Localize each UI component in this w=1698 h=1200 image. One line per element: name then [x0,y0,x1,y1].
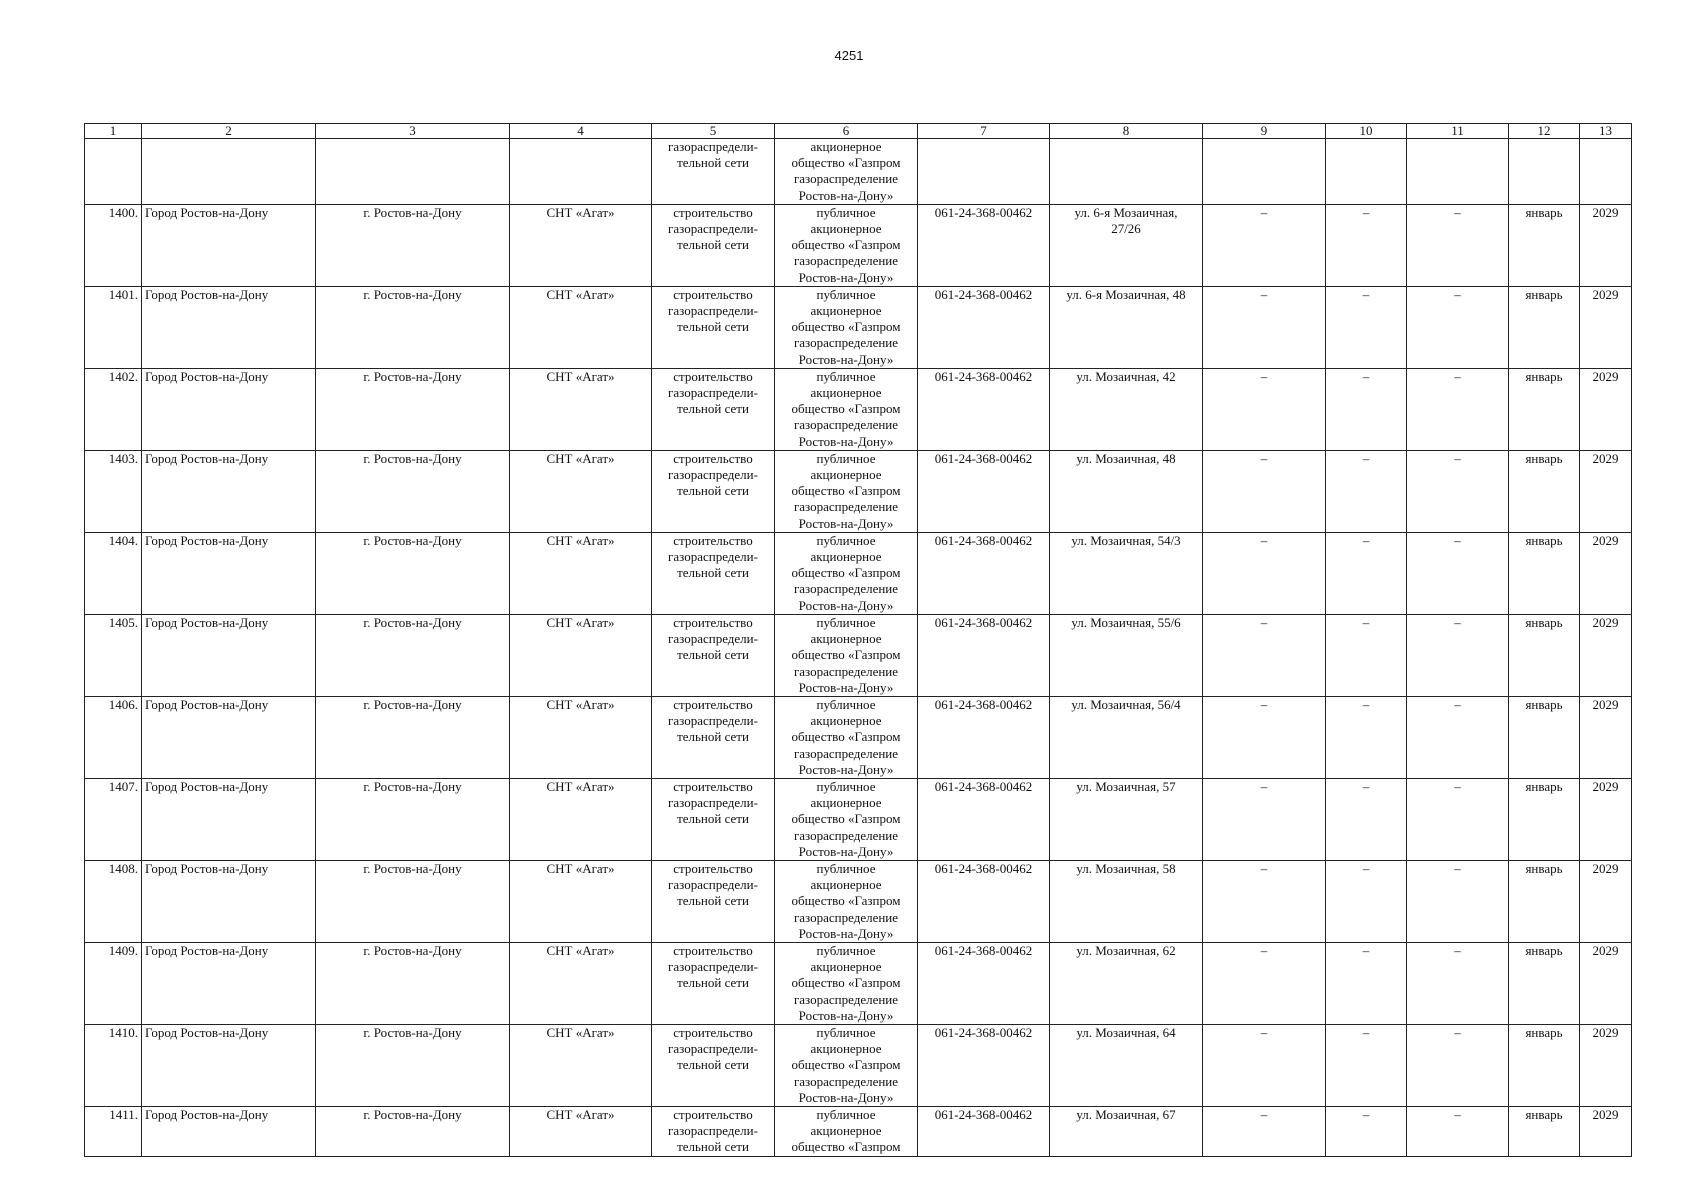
column-header: 9 [1203,124,1326,139]
municipality-cell: Город Ростов-на-Дону [142,942,316,1024]
month-cell: январь [1509,286,1580,368]
column-header: 6 [775,124,918,139]
address-cell: ул. Мозаичная, 57 [1050,778,1203,860]
cell [1580,139,1632,205]
month-cell: январь [1509,368,1580,450]
settlement-cell: СНТ «Агат» [510,614,652,696]
dash-cell: – [1203,860,1326,942]
code-cell: 061-24-368-00462 [918,696,1050,778]
work-type-cell: строительство газораспредели- тельной сети [652,942,775,1024]
work-type-cell: строительство газораспредели- тельной сети [652,532,775,614]
locality-cell: г. Ростов-на-Дону [316,942,510,1024]
month-cell: январь [1509,204,1580,286]
code-cell: 061-24-368-00462 [918,204,1050,286]
address-cell: ул. Мозаичная, 67 [1050,1106,1203,1156]
settlement-cell: СНТ «Агат» [510,778,652,860]
month-cell: январь [1509,614,1580,696]
dash-cell: – [1203,614,1326,696]
dash-cell: – [1326,286,1407,368]
address-cell: ул. Мозаичная, 58 [1050,860,1203,942]
settlement-cell: СНТ «Агат» [510,286,652,368]
dash-cell: – [1203,532,1326,614]
organization-cell: публичное акционерное общество «Газпром газораспределение Ростов-на-Дону» [775,778,918,860]
cell [316,139,510,205]
organization-cell: публичное акционерное общество «Газпром газораспределение Ростов-на-Дону» [775,942,918,1024]
organization-cell: публичное акционерное общество «Газпром газораспределение Ростов-на-Дону» [775,860,918,942]
year-cell: 2029 [1580,860,1632,942]
dash-cell: – [1407,286,1509,368]
municipality-cell: Город Ростов-на-Дону [142,532,316,614]
register-table [84,123,1632,1157]
settlement-cell: СНТ «Агат» [510,942,652,1024]
work-type-cell: строительство газораспредели- тельной сети [652,860,775,942]
address-cell: ул. Мозаичная, 54/3 [1050,532,1203,614]
column-number-row [85,124,1632,139]
work-type-cell: строительство газораспредели- тельной сети [652,778,775,860]
dash-cell: – [1326,614,1407,696]
dash-cell: – [1407,614,1509,696]
address-cell: ул. Мозаичная, 56/4 [1050,696,1203,778]
code-cell: 061-24-368-00462 [918,1024,1050,1106]
municipality-cell: Город Ростов-на-Дону [142,1106,316,1156]
code-cell: 061-24-368-00462 [918,860,1050,942]
year-cell: 2029 [1580,614,1632,696]
code-cell: 061-24-368-00462 [918,778,1050,860]
year-cell: 2029 [1580,778,1632,860]
work-type-cell: строительство газораспредели- тельной сети [652,368,775,450]
column-header: 8 [1050,124,1203,139]
work-type-cell: строительство газораспредели- тельной сети [652,614,775,696]
table-row [85,1106,1632,1156]
municipality-cell: Город Ростов-на-Дону [142,696,316,778]
month-cell: январь [1509,1106,1580,1156]
locality-cell: г. Ростов-на-Дону [316,860,510,942]
cell [142,139,316,205]
address-cell: ул. Мозаичная, 48 [1050,450,1203,532]
dash-cell: – [1326,942,1407,1024]
table-row [85,942,1632,1024]
locality-cell: г. Ростов-на-Дону [316,532,510,614]
column-header: 7 [918,124,1050,139]
table-row [85,532,1632,614]
dash-cell: – [1326,778,1407,860]
column-header: 11 [1407,124,1509,139]
year-cell: 2029 [1580,532,1632,614]
column-header: 10 [1326,124,1407,139]
code-cell: 061-24-368-00462 [918,942,1050,1024]
dash-cell: – [1203,778,1326,860]
cell [85,139,142,205]
municipality-cell: Город Ростов-на-Дону [142,1024,316,1106]
code-cell: 061-24-368-00462 [918,1106,1050,1156]
month-cell: январь [1509,860,1580,942]
row-number-cell: 1407. [85,778,142,860]
organization-cell: акционерное общество «Газпром газораспределение Ростов-на-Дону» [775,139,918,205]
table-row [85,368,1632,450]
dash-cell: – [1326,204,1407,286]
code-cell: 061-24-368-00462 [918,450,1050,532]
month-cell: январь [1509,696,1580,778]
address-cell: ул. Мозаичная, 55/6 [1050,614,1203,696]
locality-cell: г. Ростов-на-Дону [316,204,510,286]
dash-cell: – [1203,286,1326,368]
settlement-cell: СНТ «Агат» [510,1106,652,1156]
organization-cell: публичное акционерное общество «Газпром газораспределение Ростов-на-Дону» [775,368,918,450]
year-cell: 2029 [1580,1106,1632,1156]
dash-cell: – [1407,860,1509,942]
municipality-cell: Город Ростов-на-Дону [142,778,316,860]
dash-cell: – [1407,204,1509,286]
locality-cell: г. Ростов-на-Дону [316,1024,510,1106]
table-row [85,286,1632,368]
column-header: 4 [510,124,652,139]
table-row [85,614,1632,696]
dash-cell: – [1203,450,1326,532]
locality-cell: г. Ростов-на-Дону [316,450,510,532]
work-type-cell: строительство газораспредели- тельной сети [652,696,775,778]
dash-cell: – [1203,696,1326,778]
dash-cell: – [1326,696,1407,778]
page-number: 4251 [834,48,864,63]
dash-cell: – [1203,368,1326,450]
dash-cell: – [1203,1106,1326,1156]
continuation-row [85,139,1632,205]
dash-cell: – [1407,1106,1509,1156]
row-number-cell: 1404. [85,532,142,614]
row-number-cell: 1402. [85,368,142,450]
locality-cell: г. Ростов-на-Дону [316,286,510,368]
address-cell: ул. 6-я Мозаичная, 48 [1050,286,1203,368]
month-cell: январь [1509,778,1580,860]
month-cell: январь [1509,1024,1580,1106]
settlement-cell: СНТ «Агат» [510,696,652,778]
row-number-cell: 1409. [85,942,142,1024]
settlement-cell: СНТ «Агат» [510,204,652,286]
row-number-cell: 1401. [85,286,142,368]
address-cell: ул. Мозаичная, 62 [1050,942,1203,1024]
organization-cell: публичное акционерное общество «Газпром газораспределение Ростов-на-Дону» [775,286,918,368]
organization-cell: публичное акционерное общество «Газпром газораспределение Ростов-на-Дону» [775,1024,918,1106]
table-row [85,696,1632,778]
work-type-cell: строительство газораспредели- тельной сети [652,204,775,286]
table-row [85,204,1632,286]
year-cell: 2029 [1580,1024,1632,1106]
code-cell: 061-24-368-00462 [918,614,1050,696]
row-number-cell: 1403. [85,450,142,532]
dash-cell: – [1407,450,1509,532]
work-type-cell: газораспредели- тельной сети [652,139,775,205]
organization-cell: публичное акционерное общество «Газпром газораспределение Ростов-на-Дону» [775,450,918,532]
settlement-cell: СНТ «Агат» [510,532,652,614]
code-cell: 061-24-368-00462 [918,368,1050,450]
cell [1203,139,1326,205]
year-cell: 2029 [1580,696,1632,778]
settlement-cell: СНТ «Агат» [510,368,652,450]
locality-cell: г. Ростов-на-Дону [316,1106,510,1156]
dash-cell: – [1203,942,1326,1024]
year-cell: 2029 [1580,286,1632,368]
year-cell: 2029 [1580,450,1632,532]
year-cell: 2029 [1580,368,1632,450]
row-number-cell: 1411. [85,1106,142,1156]
month-cell: январь [1509,450,1580,532]
table-row [85,450,1632,532]
cell [1326,139,1407,205]
locality-cell: г. Ростов-на-Дону [316,614,510,696]
address-cell: ул. Мозаичная, 64 [1050,1024,1203,1106]
dash-cell: – [1407,942,1509,1024]
dash-cell: – [1203,1024,1326,1106]
dash-cell: – [1326,532,1407,614]
year-cell: 2029 [1580,942,1632,1024]
column-header: 12 [1509,124,1580,139]
organization-cell: публичное акционерное общество «Газпром газораспределение Ростов-на-Дону» [775,204,918,286]
month-cell: январь [1509,942,1580,1024]
organization-cell: публичное акционерное общество «Газпром газораспределение Ростов-на-Дону» [775,696,918,778]
table-row [85,778,1632,860]
row-number-cell: 1406. [85,696,142,778]
year-cell: 2029 [1580,204,1632,286]
row-number-cell: 1410. [85,1024,142,1106]
dash-cell: – [1326,1106,1407,1156]
column-header: 2 [142,124,316,139]
table-row [85,1024,1632,1106]
work-type-cell: строительство газораспредели- тельной сети [652,286,775,368]
work-type-cell: строительство газораспредели- тельной сети [652,1024,775,1106]
dash-cell: – [1203,204,1326,286]
month-cell: январь [1509,532,1580,614]
work-type-cell: строительство газораспредели- тельной сети [652,1106,775,1156]
table-row [85,860,1632,942]
settlement-cell: СНТ «Агат» [510,450,652,532]
column-header: 1 [85,124,142,139]
row-number-cell: 1405. [85,614,142,696]
row-number-cell: 1408. [85,860,142,942]
dash-cell: – [1407,1024,1509,1106]
municipality-cell: Город Ростов-на-Дону [142,450,316,532]
address-cell: ул. Мозаичная, 42 [1050,368,1203,450]
cell [1050,139,1203,205]
work-type-cell: строительство газораспредели- тельной сети [652,450,775,532]
dash-cell: – [1407,532,1509,614]
address-cell: ул. 6-я Мозаичная, 27/26 [1050,204,1203,286]
column-header: 13 [1580,124,1632,139]
settlement-cell: СНТ «Агат» [510,1024,652,1106]
row-number-cell: 1400. [85,204,142,286]
code-cell: 061-24-368-00462 [918,532,1050,614]
cell [1407,139,1509,205]
dash-cell: – [1407,368,1509,450]
dash-cell: – [1407,696,1509,778]
municipality-cell: Город Ростов-на-Дону [142,614,316,696]
locality-cell: г. Ростов-на-Дону [316,696,510,778]
dash-cell: – [1326,860,1407,942]
column-header: 5 [652,124,775,139]
settlement-cell: СНТ «Агат» [510,860,652,942]
cell [1509,139,1580,205]
municipality-cell: Город Ростов-на-Дону [142,860,316,942]
municipality-cell: Город Ростов-на-Дону [142,286,316,368]
dash-cell: – [1326,368,1407,450]
dash-cell: – [1407,778,1509,860]
organization-cell: публичное акционерное общество «Газпром газораспределение Ростов-на-Дону» [775,532,918,614]
dash-cell: – [1326,450,1407,532]
locality-cell: г. Ростов-на-Дону [316,778,510,860]
municipality-cell: Город Ростов-на-Дону [142,204,316,286]
dash-cell: – [1326,1024,1407,1106]
locality-cell: г. Ростов-на-Дону [316,368,510,450]
code-cell: 061-24-368-00462 [918,286,1050,368]
cell [918,139,1050,205]
municipality-cell: Город Ростов-на-Дону [142,368,316,450]
cell [510,139,652,205]
organization-cell: публичное акционерное общество «Газпром [775,1106,918,1156]
organization-cell: публичное акционерное общество «Газпром газораспределение Ростов-на-Дону» [775,614,918,696]
column-header: 3 [316,124,510,139]
